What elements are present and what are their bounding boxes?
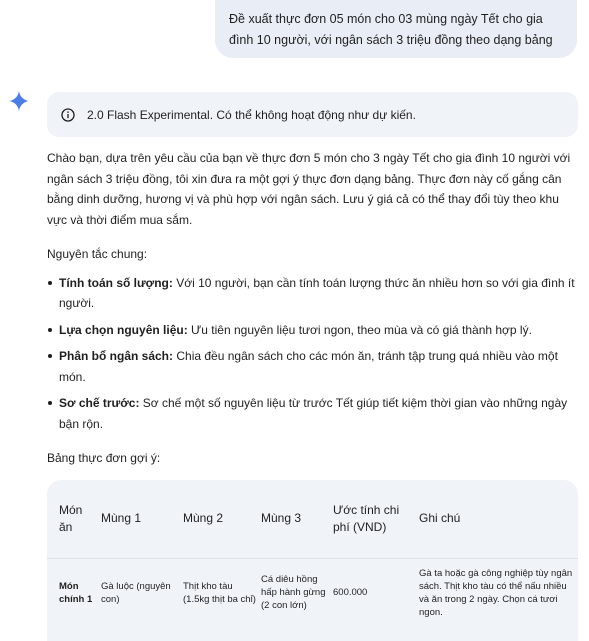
- list-item: [47, 393, 577, 434]
- response-intro: Chào bạn, dựa trên yêu cầu của bạn về thực đơn 5 món cho 3 ngày Tết cho gia đình 10 người với ngân sách 3 triệu đồng, tôi xin đưa ra một gợi ý thực đơn dạng bảng. Thực đơn này cố gắng cân bằng dinh dưỡng, hương vị và phù hợp với ngân sách. Lưu ý giá cả có thể thay đổi tùy theo khu vực và thời điểm mua sắm.: [47, 151, 571, 227]
- user-message-bubble: [215, 0, 577, 58]
- header-cell: Mùng 2: [183, 511, 224, 526]
- principles-list: [47, 273, 577, 435]
- header-cell: Mùng 1: [101, 511, 142, 526]
- principle-text: Ưu tiên nguyên liệu tươi ngon, theo mùa và có giá thành hợp lý.: [187, 322, 532, 337]
- table-cell: Gà luộc (nguyên con): [101, 558, 183, 627]
- user-message-text: Đề xuất thực đơn 05 món cho 03 mùng ngày Tết cho gia đình 10 người, với ngân sách 3 triệu đồng theo dạng bảng: [229, 12, 553, 47]
- table-cell: 600.000: [333, 558, 419, 627]
- experimental-notice: [47, 92, 578, 137]
- table-heading: Bảng thực đơn gợi ý:: [47, 451, 161, 465]
- list-item: [47, 273, 577, 314]
- principle-text: Với 10 người, bạn cần tính toán lượng thức ăn nhiều hơn so với gia đình ít người.: [59, 275, 575, 310]
- principle-label: Tính toán số lượng:: [59, 275, 173, 290]
- header-cell: Mùng 3: [261, 511, 302, 526]
- table-cell: Món chính 1: [47, 558, 101, 627]
- table-cell: Cá diêu hồng hấp hành gừng (2 con lớn): [261, 558, 333, 627]
- table-cell: Thịt kho tàu (1.5kg thịt ba chỉ): [183, 558, 261, 627]
- principle-label: Sơ chế trước:: [59, 396, 140, 410]
- table-cell: Gà ta hoặc gà công nghiệp tùy ngân sách. Thịt kho tàu có thể nấu nhiều và ăn trong 2 ngày. Chọn cá tươi ngon.: [419, 558, 578, 627]
- table-row: [47, 558, 578, 627]
- header-cell: Ghi chú: [419, 511, 461, 526]
- principle-text: Sơ chế một số nguyên liệu từ trước Tết giúp tiết kiệm thời gian vào những ngày bận rộn.: [59, 396, 568, 431]
- principles-heading: Nguyên tắc chung:: [47, 247, 148, 261]
- header-cell: Món ăn: [59, 502, 83, 534]
- list-item: [47, 320, 577, 341]
- gemini-sparkle-icon: [9, 91, 29, 111]
- table-header-row: [47, 480, 578, 558]
- list-item: [47, 346, 577, 387]
- assistant-response: [47, 148, 577, 477]
- info-icon: [61, 108, 75, 122]
- menu-table: [47, 480, 578, 627]
- principle-label: Phân bổ ngân sách:: [59, 349, 174, 363]
- header-cell: Ước tính chi phí (VND): [333, 502, 400, 534]
- menu-table-container[interactable]: [47, 480, 578, 641]
- principle-text: Chia đều ngân sách cho các món ăn, tránh tập trung quá nhiều vào một món.: [59, 349, 558, 384]
- notice-text: 2.0 Flash Experimental. Có thể không hoạt động như dự kiến.: [87, 107, 416, 122]
- principle-label: Lựa chọn nguyên liệu:: [59, 322, 188, 337]
